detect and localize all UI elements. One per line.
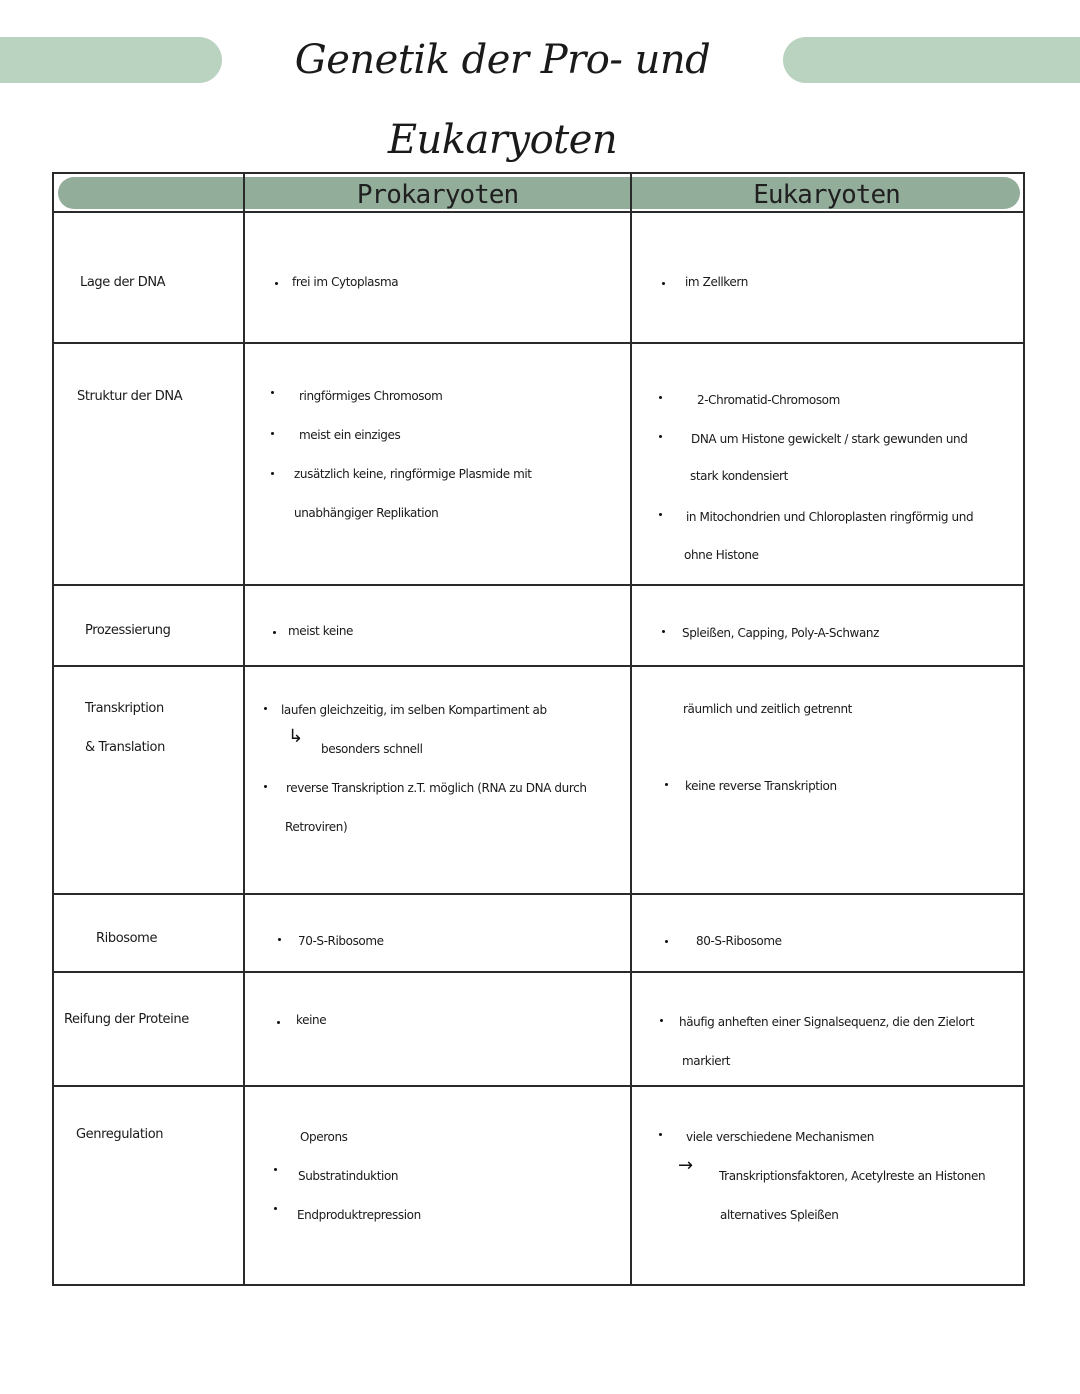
title-decoration-right bbox=[783, 37, 1080, 83]
cell-text: im Zellkern bbox=[685, 275, 748, 289]
bullet bbox=[662, 282, 665, 285]
cell-text: DNA um Histone gewickelt / stark gewunden und bbox=[691, 432, 968, 446]
cell-text: keine bbox=[296, 1013, 327, 1027]
cell-text: meist ein einziges bbox=[299, 428, 401, 442]
bullet bbox=[264, 707, 267, 710]
row-divider bbox=[52, 893, 1023, 895]
cell-text: unabhängiger Replikation bbox=[294, 506, 439, 520]
bullet bbox=[277, 1021, 280, 1024]
column-divider bbox=[243, 174, 245, 1284]
bullet bbox=[271, 432, 274, 435]
row-divider bbox=[52, 665, 1023, 667]
cell-text: reverse Transkription z.T. möglich (RNA zu DNA durch bbox=[286, 781, 587, 795]
row-label: Lage der DNA bbox=[80, 275, 166, 290]
return-arrow-icon: ↳ bbox=[288, 726, 304, 747]
cell-text: 70-S-Ribosome bbox=[298, 934, 384, 948]
bullet bbox=[271, 472, 274, 475]
bullet bbox=[273, 631, 276, 634]
page-title: Genetik der Pro- und Eukaryoten bbox=[294, 37, 711, 163]
cell-text: 2-Chromatid-Chromosom bbox=[697, 393, 840, 407]
cell-text: viele verschiedene Mechanismen bbox=[686, 1130, 874, 1144]
cell-text: Endproduktrepression bbox=[297, 1208, 421, 1222]
bullet bbox=[274, 1168, 277, 1171]
cell-text: markiert bbox=[682, 1054, 731, 1068]
row-divider bbox=[52, 584, 1023, 586]
bullet bbox=[665, 940, 668, 943]
cell-text: Retroviren) bbox=[285, 820, 348, 834]
cell-text: räumlich und zeitlich getrennt bbox=[683, 702, 852, 716]
arrow-right-icon: → bbox=[678, 1155, 694, 1176]
row-label: Transkription bbox=[85, 701, 164, 716]
bullet bbox=[660, 1019, 663, 1022]
row-divider bbox=[52, 342, 1023, 344]
cell-text: Operons bbox=[300, 1130, 348, 1144]
cell-text: häufig anheften einer Signalsequenz, die den Zielort bbox=[679, 1015, 975, 1029]
cell-text: ohne Histone bbox=[684, 548, 759, 562]
row-label: Ribosome bbox=[96, 931, 158, 946]
column-header-eukaryoten: Eukaryoten bbox=[753, 180, 900, 210]
cell-text: Transkriptionsfaktoren, Acetylreste an Histonen bbox=[719, 1169, 986, 1183]
bullet bbox=[665, 783, 668, 786]
row-label: Struktur der DNA bbox=[77, 389, 183, 404]
bullet bbox=[662, 630, 665, 633]
cell-text: Spleißen, Capping, Poly-A-Schwanz bbox=[682, 626, 880, 640]
bullet bbox=[659, 396, 662, 399]
bullet bbox=[274, 1207, 277, 1210]
cell-text: frei im Cytoplasma bbox=[292, 275, 399, 289]
bullet bbox=[278, 938, 281, 941]
column-divider bbox=[630, 174, 632, 1284]
column-header-prokaryoten: Prokaryoten bbox=[356, 180, 519, 210]
row-label: & Translation bbox=[85, 740, 165, 755]
cell-text: laufen gleichzeitig, im selben Kompartiment ab bbox=[281, 703, 547, 717]
cell-text: meist keine bbox=[288, 624, 354, 638]
cell-text: in Mitochondrien und Chloroplasten ringförmig und bbox=[686, 510, 974, 524]
cell-text: 80-S-Ribosome bbox=[696, 934, 782, 948]
row-divider bbox=[52, 1085, 1023, 1087]
bullet bbox=[264, 785, 267, 788]
row-label: Genregulation bbox=[76, 1127, 164, 1142]
title-decoration-left bbox=[0, 37, 222, 83]
cell-text: keine reverse Transkription bbox=[685, 779, 837, 793]
cell-text: besonders schnell bbox=[321, 742, 423, 756]
cell-text: alternatives Spleißen bbox=[720, 1208, 839, 1222]
bullet bbox=[271, 391, 274, 394]
cell-text: stark kondensiert bbox=[690, 469, 788, 483]
table-border bbox=[52, 172, 1025, 1286]
bullet bbox=[659, 513, 662, 516]
row-label: Prozessierung bbox=[85, 623, 171, 638]
cell-text: Substratinduktion bbox=[298, 1169, 399, 1183]
cell-text: zusätzlich keine, ringförmige Plasmide mit bbox=[294, 467, 532, 481]
row-divider bbox=[52, 971, 1023, 973]
row-label: Reifung der Proteine bbox=[64, 1012, 189, 1027]
bullet bbox=[275, 282, 278, 285]
bullet bbox=[659, 435, 662, 438]
bullet bbox=[659, 1133, 662, 1136]
cell-text: ringförmiges Chromosom bbox=[299, 389, 443, 403]
